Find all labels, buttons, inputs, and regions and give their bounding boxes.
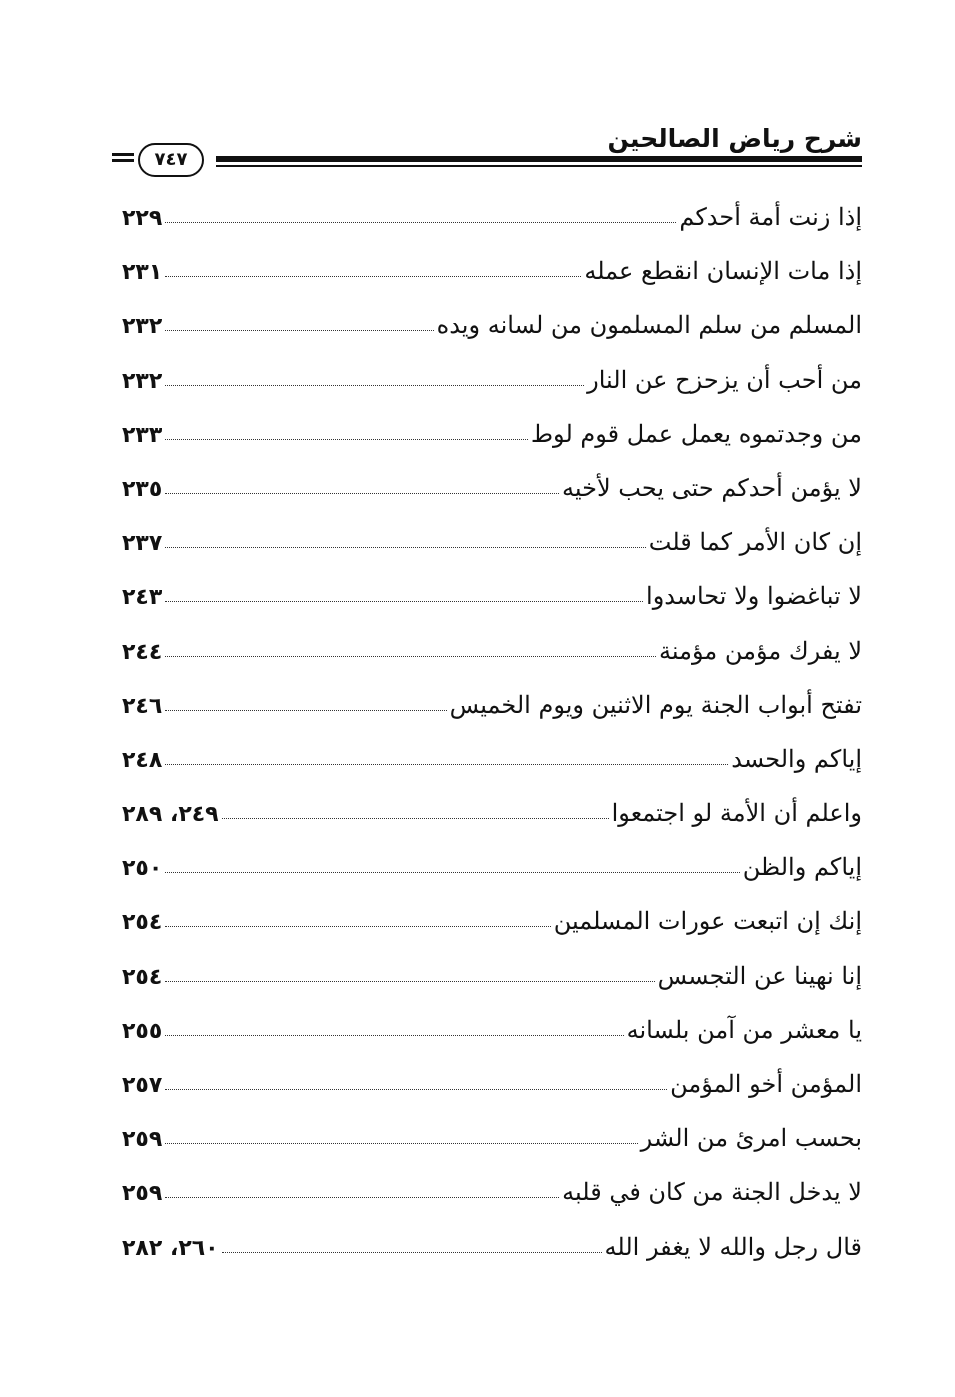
entry-text: إنك إن اتبعت عورات المسلمين <box>553 907 862 936</box>
index-row <box>122 894 862 948</box>
dot-leader <box>165 1035 623 1036</box>
page-reference: ٢٤٣ <box>122 585 163 611</box>
badge-ornament <box>112 153 134 167</box>
entry-text: لا يفرك مؤمن مؤمنة <box>658 636 862 665</box>
page-reference: ٢٣٧ <box>122 531 163 557</box>
dot-leader <box>165 493 559 494</box>
dot-leader <box>165 656 656 657</box>
entry-text: لا يدخل الجنة من كان في قلبه <box>562 1178 862 1207</box>
index-row <box>122 298 862 352</box>
dot-leader <box>165 330 433 331</box>
entry-text: إن كان الأمر كما قلت <box>648 528 862 557</box>
index-row <box>122 949 862 1003</box>
entry-text: لا تباغضوا ولا تحاسدوا <box>646 582 862 611</box>
dot-leader <box>165 981 654 982</box>
index-row <box>122 1057 862 1111</box>
index-row <box>122 569 862 623</box>
page-reference: ٢٥٩ <box>122 1181 163 1207</box>
page-reference: ٢٣٢ <box>122 314 163 340</box>
entry-text: إياكم والحسد <box>731 744 862 773</box>
page-reference: ٢٢٩ <box>122 206 163 231</box>
entry-text: إذا مات الإنسان انقطع عمله <box>584 257 862 286</box>
index-row <box>122 190 862 244</box>
index-row <box>122 786 862 840</box>
dot-leader <box>165 385 584 386</box>
index-row <box>122 840 862 894</box>
dot-leader <box>165 1197 559 1198</box>
entry-text: بحسب امرئ من الشر <box>640 1124 862 1153</box>
page-reference: ٢٦٠، ٢٨٢ <box>122 1235 219 1261</box>
dot-leader <box>165 926 550 927</box>
dot-leader <box>165 872 739 873</box>
entry-text: لا يؤمن أحدكم حتى يحب لأخيه <box>562 473 862 502</box>
dot-leader <box>165 601 643 602</box>
index-row <box>122 1003 862 1057</box>
index-row <box>122 244 862 298</box>
page-number-badge: ٧٤٧ <box>138 143 204 177</box>
header-rule-thick <box>216 156 862 162</box>
entry-text: إياكم والظن <box>742 853 862 882</box>
dot-leader <box>222 1252 602 1253</box>
entry-text: تفتح أبواب الجنة يوم الاثنين ويوم الخميس <box>449 690 862 719</box>
dot-leader <box>165 547 645 548</box>
dot-leader <box>165 276 581 277</box>
page-reference: ٢٥٤ <box>122 910 163 936</box>
index-row <box>122 461 862 515</box>
dot-leader <box>165 764 728 765</box>
running-header <box>112 118 862 190</box>
page-reference: ٢٥٩ <box>122 1127 163 1153</box>
entry-text: المؤمن أخو المؤمن <box>670 1070 862 1098</box>
page-reference: ٢٤٨ <box>122 747 163 773</box>
dot-leader <box>222 818 609 819</box>
dot-leader <box>165 222 676 223</box>
page-reference: ٢٤٩، ٢٨٩ <box>122 802 219 828</box>
page-reference: ٢٥٧ <box>122 1073 163 1098</box>
entry-text: المسلم من سلم المسلمون من لسانه ويده <box>436 311 862 340</box>
dot-leader <box>165 439 528 440</box>
page-reference: ٢٤٦ <box>122 693 163 719</box>
entry-text: إنا نهينا عن التجسس <box>657 961 862 990</box>
index-row <box>122 1111 862 1165</box>
page-reference: ٢٣٥ <box>122 476 163 502</box>
index-row <box>122 353 862 407</box>
book-title: شرح رياض الصالحين <box>607 124 862 153</box>
page-reference: ٢٥٤ <box>122 964 163 990</box>
dot-leader <box>165 1143 637 1144</box>
page-reference: ٢٤٤ <box>122 639 163 665</box>
page-reference: ٢٥٠ <box>122 856 163 882</box>
index-row <box>122 407 862 461</box>
index-row <box>122 515 862 569</box>
page-reference: ٢٣٣ <box>122 422 163 448</box>
header-rule-thin <box>216 165 862 167</box>
entry-text: من أحب أن يزحزح عن النار <box>587 365 862 394</box>
index-row <box>122 1165 862 1219</box>
index-row <box>122 1220 862 1274</box>
entry-text: واعلم أن الأمة لو اجتمعوا <box>611 799 862 828</box>
index-row <box>122 732 862 786</box>
page-reference: ٢٣٢ <box>122 368 163 394</box>
entry-text: قال رجل والله لا يغفر الله <box>604 1232 862 1261</box>
entry-text: إذا زنت أمة أحدكم <box>679 203 862 231</box>
dot-leader <box>165 710 446 711</box>
index-row <box>122 678 862 732</box>
index-row <box>122 624 862 678</box>
dot-leader <box>165 1089 667 1090</box>
entry-text: يا معشر من آمن بلسانه <box>626 1015 862 1044</box>
page-reference: ٢٥٥ <box>122 1018 163 1044</box>
entry-text: من وجدتموه يعمل عمل قوم لوط <box>530 419 862 448</box>
page-reference: ٢٣١ <box>122 260 163 286</box>
hadith-index-list <box>122 190 862 1274</box>
